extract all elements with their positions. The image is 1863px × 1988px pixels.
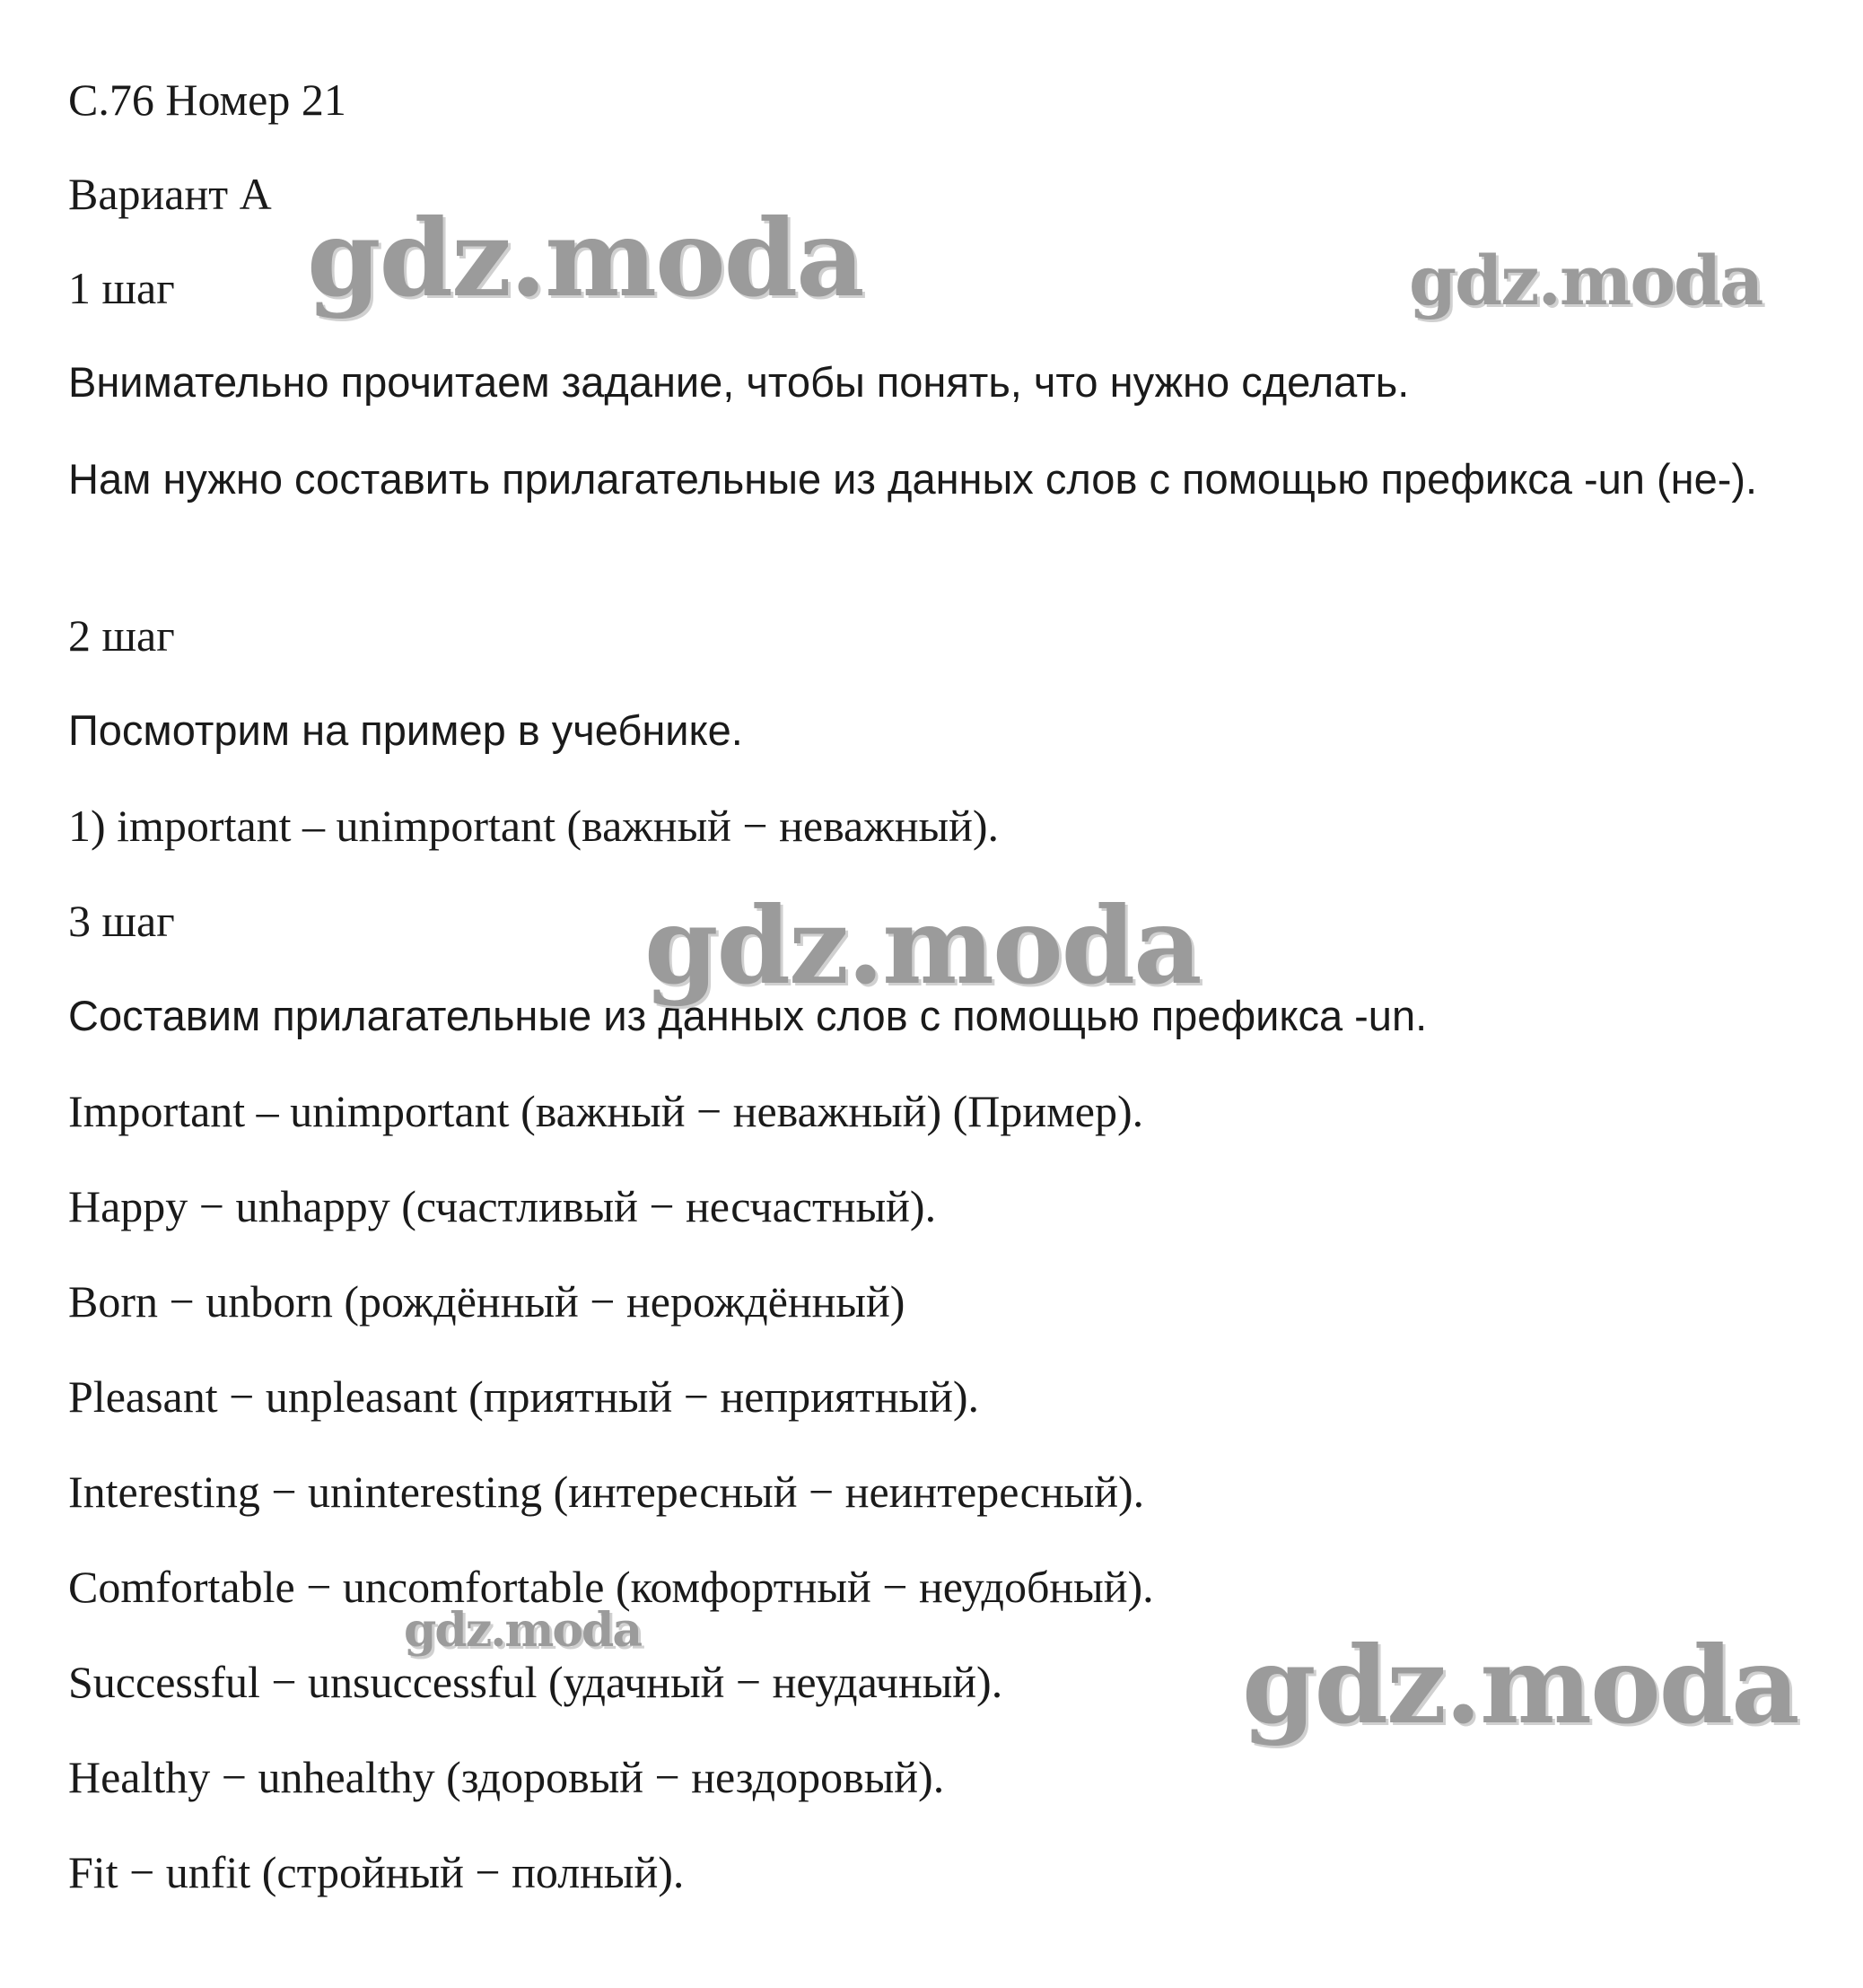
step-3-intro: Составим прилагательные из данных слов с помощью префикса -un. bbox=[68, 992, 1428, 1039]
watermark-logo: gdz.moda bbox=[644, 883, 1201, 1008]
list-item: Successful − unsuccessful (удачный − неудачный). bbox=[68, 1657, 1003, 1707]
variant-heading: Вариант А bbox=[68, 169, 272, 219]
step-1-label: 1 шаг bbox=[68, 263, 175, 313]
watermark-logo: gdz.moda bbox=[404, 1603, 642, 1658]
page-number-heading: С.76 Номер 21 bbox=[68, 74, 346, 125]
step-2-example: 1) important – unimportant (важный − неважный). bbox=[68, 801, 1000, 851]
list-item: Pleasant − unpleasant (приятный − неприятный). bbox=[68, 1371, 980, 1422]
step-3-label: 3 шаг bbox=[68, 896, 175, 946]
list-item: Comfortable − uncomfortable (комфортный − неудобный). bbox=[68, 1562, 1154, 1612]
list-item: Healthy − unhealthy (здоровый − нездоровый). bbox=[68, 1752, 945, 1802]
step-1-task-text: Нам нужно составить прилагательные из данных слов с помощью префикса -un (не-). bbox=[68, 455, 1758, 503]
list-item: Fit − unfit (стройный − полный). bbox=[68, 1847, 685, 1897]
step-2-label: 2 шаг bbox=[68, 610, 175, 661]
watermark-logo: gdz.moda bbox=[1242, 1623, 1798, 1747]
list-item: Happy − unhappy (счастливый − несчастный). bbox=[68, 1181, 937, 1231]
list-item: Interesting − uninteresting (интересный − неинтересный). bbox=[68, 1467, 1145, 1517]
list-item: Important – unimportant (важный − неважный) (Пример). bbox=[68, 1086, 1144, 1136]
watermark-logo: gdz.moda bbox=[1409, 241, 1762, 320]
step-2-text: Посмотрим на пример в учебнике. bbox=[68, 706, 743, 754]
step-1-text: Внимательно прочитаем задание, чтобы понять, что нужно сделать. bbox=[68, 358, 1410, 406]
list-item: Born − unborn (рождённый − нерождённый) bbox=[68, 1276, 905, 1327]
watermark-logo: gdz.moda bbox=[307, 196, 863, 320]
